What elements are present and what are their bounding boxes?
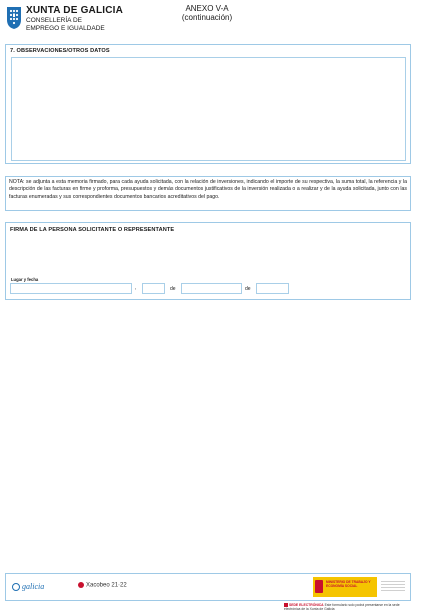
department-line-2: EMPREGO E IGUALDADE	[26, 25, 105, 32]
annex-subtitle: (continuación)	[181, 13, 233, 22]
galicia-logo-icon	[12, 583, 20, 591]
de-separator-2: de	[245, 286, 251, 292]
place-field[interactable]	[10, 283, 132, 294]
note-box	[5, 176, 411, 211]
de-separator-1: de	[170, 286, 176, 292]
xunta-coat-of-arms-icon	[6, 6, 22, 30]
signature-section	[5, 222, 411, 300]
bottom-note-label: SEDE ELECTRÓNICA	[288, 603, 324, 607]
xacobeo-logo	[78, 582, 127, 589]
note-text: NOTA: se adjunta a esta memoria firmado, para cada ayuda solicitada, con la relación de inversiones, indicando el importe de su respectiva, la suma total, la referencia y la descripción de las facturas en firme y proforma, presupuestos y demás documentos justificativos de la inversión realizada o a realizar y de la ayuda solicitada, junto con las facturas enumeradas y sus correspondientes documentos bancarios acreditativos del pago.	[9, 179, 407, 200]
day-field[interactable]	[142, 283, 165, 294]
signature-title: FIRMA DE LA PERSONA SOLICITANTE O REPRESENTANTE	[10, 227, 175, 233]
place-date-label: Lugar y fecha	[11, 277, 39, 282]
observations-title: 7. OBSERVACIONES/OTROS DATOS	[10, 48, 110, 54]
org-name: XUNTA DE GALICIA	[26, 5, 124, 16]
xacobeo-logo-text: Xacobeo 21·22	[86, 582, 127, 589]
comma-separator: ,	[135, 285, 137, 291]
observations-section	[5, 44, 411, 164]
observations-textarea[interactable]	[11, 57, 406, 161]
month-field[interactable]	[181, 283, 242, 294]
ministry-text: MINISTERIO DE TRABAJO Y ECONOMÍA SOCIAL	[326, 580, 371, 588]
spain-government-logo	[313, 577, 377, 597]
annex-title: ANEXO V-A	[185, 4, 229, 13]
department-line-1: CONSELLERÍA DE	[26, 17, 82, 24]
social-economy-label-icon	[381, 581, 405, 593]
xacobeo-logo-icon	[78, 582, 84, 588]
bottom-note	[284, 603, 412, 612]
galicia-logo-text: galicia	[22, 582, 45, 591]
year-field[interactable]	[256, 283, 289, 294]
galicia-logo	[12, 582, 44, 591]
header	[0, 0, 439, 40]
spain-coat-of-arms-icon	[315, 580, 323, 593]
bottom-note-text: Este formulario solo podrá presentarse en la sede electrónica de la Xunta de Galicia	[284, 603, 400, 612]
footer-logos	[5, 573, 411, 601]
